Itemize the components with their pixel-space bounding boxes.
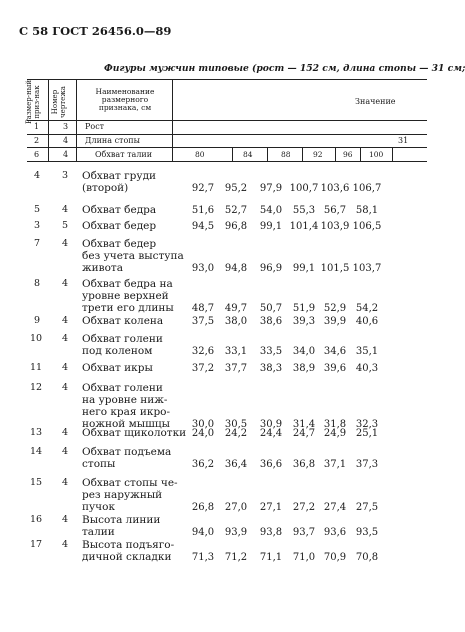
val-divider xyxy=(302,147,303,161)
row-value: 100,7 xyxy=(289,183,319,194)
row-value: 106,5 xyxy=(352,221,382,232)
row-value: 25,1 xyxy=(355,428,379,439)
row-value: 24,9 xyxy=(323,428,347,439)
row-rule-3 xyxy=(27,161,427,162)
row-name: Обхват щиколотки xyxy=(82,427,187,439)
row-size-sign: 10 xyxy=(30,333,43,344)
table-top-rule xyxy=(27,79,427,80)
row-size-sign: 5 xyxy=(34,204,41,215)
val-divider xyxy=(267,147,268,161)
row-value: 31,4 xyxy=(292,419,316,430)
row-value: 54,0 xyxy=(259,205,283,216)
row-measure-no: 4 xyxy=(62,362,69,373)
row-name: Обхват голени под коленом xyxy=(82,333,163,357)
row-value: 37,5 xyxy=(191,316,215,327)
row-size-sign: 7 xyxy=(34,238,41,249)
row-value: 93,9 xyxy=(224,527,248,538)
row-value: 93,8 xyxy=(259,527,283,538)
row-value: 39,9 xyxy=(323,316,347,327)
row-value: 48,7 xyxy=(191,303,215,314)
row-value: 36,8 xyxy=(292,459,316,470)
row-value: 101,5 xyxy=(320,263,350,274)
row-value: 99,1 xyxy=(292,263,316,274)
row-value: 52,9 xyxy=(323,303,347,314)
waist-value: 80 xyxy=(195,150,205,159)
row-value: 50,7 xyxy=(259,303,283,314)
row-value: 71,2 xyxy=(224,552,248,563)
row-value: 49,7 xyxy=(224,303,248,314)
row-value: 37,3 xyxy=(355,459,379,470)
row-value: 27,4 xyxy=(323,502,347,513)
row-value: 38,9 xyxy=(292,363,316,374)
row-value: 54,2 xyxy=(355,303,379,314)
row-value: 32,3 xyxy=(355,419,379,430)
table-caption: Фигуры мужчин типовые (рост — 152 см, длина стопы — 31 см; xyxy=(104,63,465,74)
row-value: 39,6 xyxy=(323,363,347,374)
val-divider xyxy=(360,147,361,161)
row-name: Обхват бедер xyxy=(82,220,157,232)
row-value: 56,7 xyxy=(323,205,347,216)
row-size-sign: 4 xyxy=(34,170,41,181)
row-value: 33,1 xyxy=(224,346,248,357)
row-measure-no: 3 xyxy=(62,170,69,181)
col-header-name: Наименование размерного признака, см xyxy=(95,87,155,112)
row-value: 99,1 xyxy=(259,221,283,232)
row-value: 106,7 xyxy=(352,183,382,194)
waist-value: 92 xyxy=(313,150,323,159)
row-value: 58,1 xyxy=(355,205,379,216)
row-value: 103,6 xyxy=(320,183,350,194)
row-name: Обхват колена xyxy=(82,315,164,327)
row-value: 70,9 xyxy=(323,552,347,563)
row-value: 36,6 xyxy=(259,459,283,470)
row-name: Обхват бедер без учета выступа живота xyxy=(82,238,184,274)
row-value: 96,9 xyxy=(259,263,283,274)
row-name: Обхват бедра xyxy=(82,204,157,216)
header-bottom-rule xyxy=(27,120,427,121)
row-measure-no: 4 xyxy=(62,427,69,438)
row-size-sign: 9 xyxy=(34,315,41,326)
row-value: 40,3 xyxy=(355,363,379,374)
row-value: 32,6 xyxy=(191,346,215,357)
row-value: 38,6 xyxy=(259,316,283,327)
fixed-row-measure-no: 4 xyxy=(63,150,69,159)
row-value: 93,5 xyxy=(355,527,379,538)
row-size-sign: 14 xyxy=(30,446,43,457)
row-value: 101,4 xyxy=(289,221,319,232)
row-measure-no: 4 xyxy=(62,278,69,289)
row-size-sign: 13 xyxy=(30,427,43,438)
row-value: 38,3 xyxy=(259,363,283,374)
row-value: 94,8 xyxy=(224,263,248,274)
row-value: 34,0 xyxy=(292,346,316,357)
row-value: 51,6 xyxy=(191,205,215,216)
row-name: Высота подъяго- дичной складки xyxy=(82,539,175,563)
row-name: Обхват груди (второй) xyxy=(82,170,157,194)
row-measure-no: 4 xyxy=(62,238,69,249)
row-value: 24,0 xyxy=(191,428,215,439)
row-measure-no: 4 xyxy=(62,446,69,457)
row-value: 39,3 xyxy=(292,316,316,327)
row-value: 30,9 xyxy=(259,419,283,430)
val-divider xyxy=(232,147,233,161)
row-measure-no: 4 xyxy=(62,315,69,326)
waist-value: 84 xyxy=(243,150,253,159)
row-value: 33,5 xyxy=(259,346,283,357)
fixed-row-size-sign: 1 xyxy=(34,122,40,131)
row-value: 36,2 xyxy=(191,459,215,470)
row-size-sign: 15 xyxy=(30,477,43,488)
row-name: Высота линии талии xyxy=(82,514,161,538)
row-value: 27,5 xyxy=(355,502,379,513)
row-rule-2 xyxy=(27,147,427,148)
row-rule-1 xyxy=(27,134,427,135)
col-header-value: Значение xyxy=(355,97,396,106)
row-value: 70,8 xyxy=(355,552,379,563)
row-value: 24,7 xyxy=(292,428,316,439)
row-value: 27,0 xyxy=(224,502,248,513)
fixed-row-value: 31 xyxy=(398,136,409,145)
row-value: 93,0 xyxy=(191,263,215,274)
row-value: 93,6 xyxy=(323,527,347,538)
row-value: 37,7 xyxy=(224,363,248,374)
row-value: 97,9 xyxy=(259,183,283,194)
row-size-sign: 8 xyxy=(34,278,41,289)
val-divider xyxy=(335,147,336,161)
fixed-row-name: Обхват талии xyxy=(95,150,153,159)
fixed-row-measure-no: 3 xyxy=(63,122,69,131)
row-value: 27,2 xyxy=(292,502,316,513)
row-measure-no: 4 xyxy=(62,382,69,393)
row-size-sign: 12 xyxy=(30,382,43,393)
row-value: 37,2 xyxy=(191,363,215,374)
fixed-row-size-sign: 6 xyxy=(34,150,40,159)
row-value: 92,7 xyxy=(191,183,215,194)
row-value: 93,7 xyxy=(292,527,316,538)
row-value: 71,3 xyxy=(191,552,215,563)
row-value: 103,7 xyxy=(352,263,382,274)
row-value: 103,9 xyxy=(320,221,350,232)
row-value: 37,1 xyxy=(323,459,347,470)
row-value: 40,6 xyxy=(355,316,379,327)
row-size-sign: 16 xyxy=(30,514,43,525)
row-measure-no: 4 xyxy=(62,204,69,215)
fixed-row-size-sign: 2 xyxy=(34,136,40,145)
row-measure-no: 5 xyxy=(62,220,69,231)
row-value: 95,2 xyxy=(224,183,248,194)
row-name: Обхват подъема стопы xyxy=(82,446,172,470)
fixed-row-name: Рост xyxy=(85,122,105,131)
fixed-row-name: Длина стопы xyxy=(85,136,140,145)
row-value: 71,0 xyxy=(292,552,316,563)
row-name: Обхват икры xyxy=(82,362,153,374)
row-size-sign: 11 xyxy=(30,362,43,373)
row-measure-no: 4 xyxy=(62,333,69,344)
row-value: 24,4 xyxy=(259,428,283,439)
val-divider xyxy=(392,147,393,161)
row-name: Обхват стопы че- рез наружный пучок xyxy=(82,477,178,513)
row-value: 24,2 xyxy=(224,428,248,439)
row-measure-no: 4 xyxy=(62,539,69,550)
row-value: 35,1 xyxy=(355,346,379,357)
row-value: 30,5 xyxy=(224,419,248,430)
col-header-measure-no: Номер чертежа xyxy=(51,86,67,118)
row-measure-no: 4 xyxy=(62,477,69,488)
row-value: 38,0 xyxy=(224,316,248,327)
row-value: 26,8 xyxy=(191,502,215,513)
row-value: 71,1 xyxy=(259,552,283,563)
row-name: Обхват бедра на уровне верхней трети его длины xyxy=(82,278,174,314)
row-size-sign: 3 xyxy=(34,220,41,231)
row-value: 51,9 xyxy=(292,303,316,314)
col-header-size-sign: Размер-ный приз-нак xyxy=(25,79,41,125)
row-value: 36,4 xyxy=(224,459,248,470)
row-measure-no: 4 xyxy=(62,514,69,525)
row-value: 27,1 xyxy=(259,502,283,513)
row-value: 94,5 xyxy=(191,221,215,232)
row-value: 94,0 xyxy=(191,527,215,538)
row-value: 34,6 xyxy=(323,346,347,357)
row-value: 96,8 xyxy=(224,221,248,232)
row-value: 30,0 xyxy=(191,419,215,430)
row-size-sign: 17 xyxy=(30,539,43,550)
waist-value: 96 xyxy=(343,150,353,159)
row-value: 55,3 xyxy=(292,205,316,216)
row-value: 31,8 xyxy=(323,419,347,430)
fixed-row-measure-no: 4 xyxy=(63,136,69,145)
page-header: С 58 ГОСТ 26456.0—89 xyxy=(19,24,172,38)
row-name: Обхват голени на уровне ниж- него края икро- ножной мышцы xyxy=(82,382,171,430)
row-value: 52,7 xyxy=(224,205,248,216)
waist-value: 88 xyxy=(281,150,291,159)
waist-value: 100 xyxy=(369,150,384,159)
